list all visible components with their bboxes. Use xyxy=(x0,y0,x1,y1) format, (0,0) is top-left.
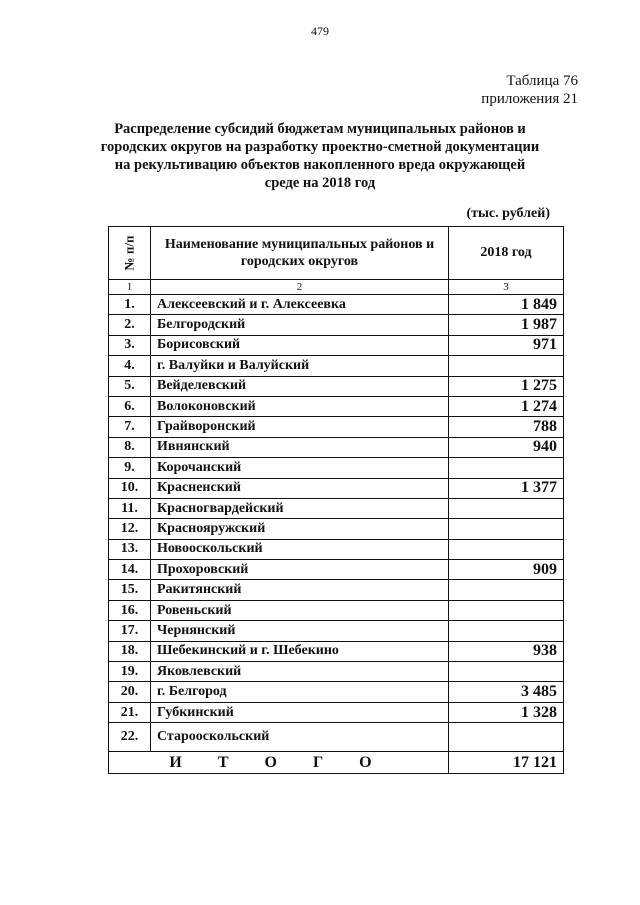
table-row xyxy=(109,417,564,437)
district-name: г. Белгород xyxy=(151,682,449,702)
table-row xyxy=(109,539,564,559)
row-number: 8. xyxy=(109,437,151,457)
district-name: Губкинский xyxy=(151,702,449,722)
subsidy-value xyxy=(449,600,564,620)
subsidy-value xyxy=(449,519,564,539)
table-row xyxy=(109,723,564,752)
district-name: Вейделевский xyxy=(151,376,449,396)
header-year: 2018 год xyxy=(449,227,564,280)
subsidy-value: 1 274 xyxy=(449,396,564,416)
district-name: Краснояружский xyxy=(151,519,449,539)
subsidy-table xyxy=(108,226,564,774)
row-number: 14. xyxy=(109,560,151,580)
row-number: 16. xyxy=(109,600,151,620)
district-name: Яковлевский xyxy=(151,662,449,682)
table-row xyxy=(109,600,564,620)
table-row xyxy=(109,702,564,722)
district-name: Ровеньский xyxy=(151,600,449,620)
subsidy-value xyxy=(449,498,564,518)
subsidy-value: 909 xyxy=(449,560,564,580)
row-number: 12. xyxy=(109,519,151,539)
table-row xyxy=(109,458,564,478)
row-number: 6. xyxy=(109,396,151,416)
table-row xyxy=(109,519,564,539)
table-row xyxy=(109,580,564,600)
total-value: 17 121 xyxy=(449,752,564,774)
row-number: 4. xyxy=(109,356,151,376)
total-row xyxy=(109,752,564,774)
subsidy-value: 1 377 xyxy=(449,478,564,498)
subsidy-value: 3 485 xyxy=(449,682,564,702)
table-row xyxy=(109,295,564,315)
column-index: 3 xyxy=(449,280,564,295)
table-row xyxy=(109,396,564,416)
row-number: 10. xyxy=(109,478,151,498)
column-index-row xyxy=(109,280,564,295)
subsidy-value: 938 xyxy=(449,641,564,661)
column-index: 1 xyxy=(109,280,151,295)
subsidy-value xyxy=(449,621,564,641)
subsidy-value xyxy=(449,539,564,559)
row-number: 1. xyxy=(109,295,151,315)
district-name: Алексеевский и г. Алексеевка xyxy=(151,295,449,315)
row-number: 21. xyxy=(109,702,151,722)
total-label: И Т О Г О xyxy=(109,752,449,774)
district-name: Ракитянский xyxy=(151,580,449,600)
row-number: 9. xyxy=(109,458,151,478)
subsidy-value xyxy=(449,580,564,600)
row-number: 3. xyxy=(109,335,151,355)
district-name: Красногвардейский xyxy=(151,498,449,518)
document-title: Распределение субсидий бюджетам муниципальных районов и городских округов на разработку проектно-сметной документации на рекультивацию объектов накопленного вреда окружающей среде на 2018 год xyxy=(100,121,540,191)
district-name: Красненский xyxy=(151,478,449,498)
header-row xyxy=(109,227,564,280)
header-number: № п/п xyxy=(109,227,151,280)
district-name: Старооскольский xyxy=(151,723,449,752)
table-ref-line1: Таблица 76 xyxy=(506,73,578,89)
district-name: г. Валуйки и Валуйский xyxy=(151,356,449,376)
row-number: 22. xyxy=(109,723,151,752)
table-row xyxy=(109,498,564,518)
table-row xyxy=(109,437,564,457)
table-row xyxy=(109,315,564,335)
table-row xyxy=(109,376,564,396)
subsidy-value xyxy=(449,723,564,752)
row-number: 19. xyxy=(109,662,151,682)
row-number: 17. xyxy=(109,621,151,641)
subsidy-value xyxy=(449,356,564,376)
subsidy-value: 971 xyxy=(449,335,564,355)
subsidy-value: 1 849 xyxy=(449,295,564,315)
district-name: Ивнянский xyxy=(151,437,449,457)
subsidy-value xyxy=(449,662,564,682)
table-row xyxy=(109,356,564,376)
row-number: 20. xyxy=(109,682,151,702)
table-row xyxy=(109,560,564,580)
district-name: Шебекинский и г. Шебекино xyxy=(151,641,449,661)
page-number: 479 xyxy=(311,24,329,38)
table-row xyxy=(109,335,564,355)
row-number: 7. xyxy=(109,417,151,437)
district-name: Прохоровский xyxy=(151,560,449,580)
table-row xyxy=(109,682,564,702)
header-name: Наименование муниципальных районов и городских округов xyxy=(151,227,449,280)
district-name: Новооскольский xyxy=(151,539,449,559)
units-label: (тыс. рублей) xyxy=(466,206,550,221)
row-number: 13. xyxy=(109,539,151,559)
table-reference xyxy=(481,72,578,108)
row-number: 18. xyxy=(109,641,151,661)
row-number: 11. xyxy=(109,498,151,518)
district-name: Белгородский xyxy=(151,315,449,335)
subsidy-value: 940 xyxy=(449,437,564,457)
subsidy-value: 788 xyxy=(449,417,564,437)
subsidy-value xyxy=(449,458,564,478)
row-number: 15. xyxy=(109,580,151,600)
row-number: 5. xyxy=(109,376,151,396)
subsidy-value: 1 987 xyxy=(449,315,564,335)
table-ref-line2: приложения 21 xyxy=(481,91,578,107)
table-row xyxy=(109,641,564,661)
subsidy-value: 1 275 xyxy=(449,376,564,396)
subsidy-value: 1 328 xyxy=(449,702,564,722)
district-name: Борисовский xyxy=(151,335,449,355)
district-name: Грайворонский xyxy=(151,417,449,437)
table-row xyxy=(109,621,564,641)
table-row xyxy=(109,478,564,498)
district-name: Волоконовский xyxy=(151,396,449,416)
column-index: 2 xyxy=(151,280,449,295)
table-row xyxy=(109,662,564,682)
district-name: Корочанский xyxy=(151,458,449,478)
district-name: Чернянский xyxy=(151,621,449,641)
row-number: 2. xyxy=(109,315,151,335)
